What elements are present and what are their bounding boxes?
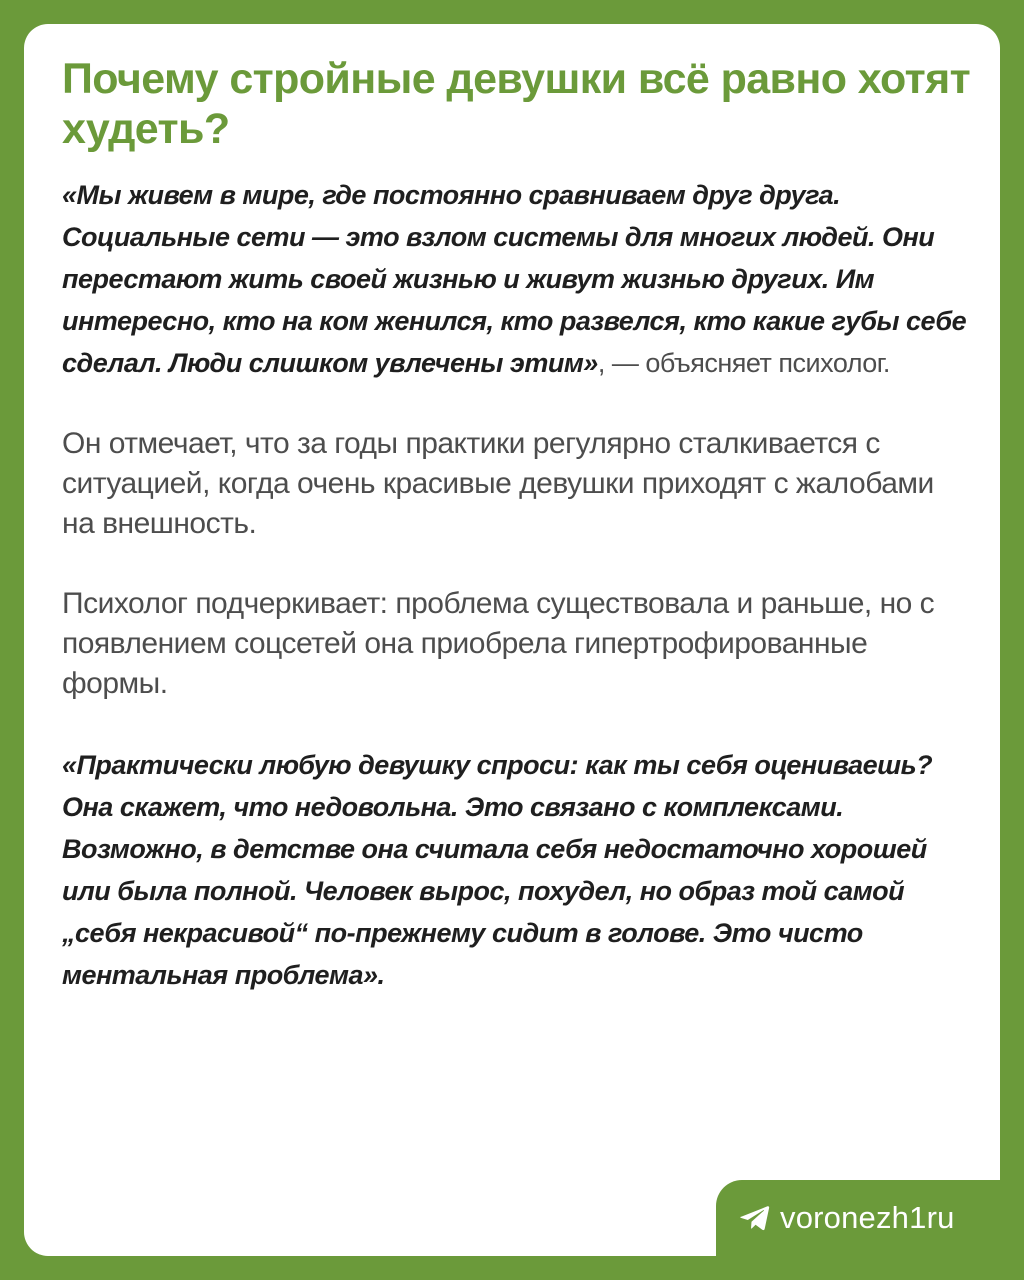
article-title: Почему стройные девушки всё равно хотят худеть? — [62, 55, 971, 153]
quote-first-text: «Мы живем в мире, где постоянно сравниваем друг друга. Социальные сети — это взлом системы для многих людей. Они перестают жить своей жизнью и живут жизнью других. Им интересно, кто на ком женился, кто развелся, кто какие губы себе сделал. Люди слишком увлечены этим» — [62, 180, 967, 378]
article-content — [62, 54, 972, 996]
paragraph-practice: Он отмечает, что за годы практики регулярно сталкивается с ситуацией, когда очень красивые девушки приходят с жалобами на внешность. — [62, 427, 934, 540]
telegram-icon — [740, 1205, 770, 1231]
quote-second: «Практически любую девушку спроси: как ты себя оцениваешь? Она скажет, что недовольна. Это связано с комплексами. Возможно, в детстве она считала себя недостаточно хорошей или была полной. Человек вырос, похудел, но образ той самой „себя некрасивой“ по-прежнему сидит в голове. Это чисто ментальная проблема». — [62, 750, 933, 990]
quote-attribution: , — объясняет психолог. — [597, 348, 890, 378]
channel-handle[interactable] — [740, 1196, 955, 1240]
quote-first — [62, 174, 972, 384]
paragraph-social-media: Психолог подчеркивает: проблема существовала и раньше, но с появлением соцсетей она приобрела гипертрофированные формы. — [62, 587, 935, 700]
channel-handle-text: voronezh1ru — [780, 1200, 955, 1235]
